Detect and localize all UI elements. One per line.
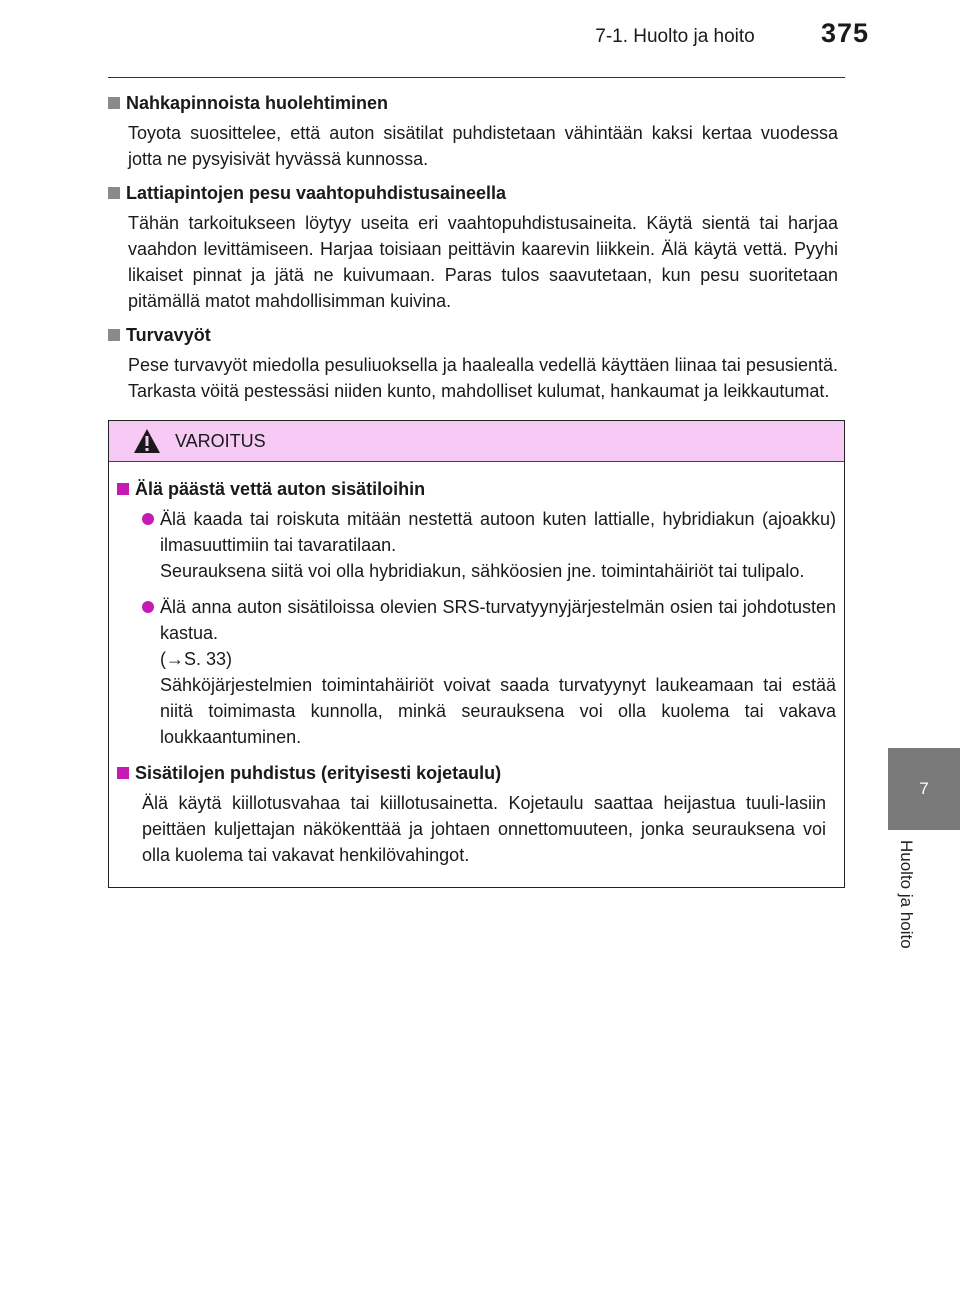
chapter-tab: 7 [888, 748, 960, 830]
bullet-text: Sähköjärjestelmien toimintahäiriöt voivat saada turvatyynyt laukeamaan tai estää niitä toimimasta kunnolla, minkä seurauksena voi olla kuolema tai vakava loukkaantuminen. [160, 675, 836, 747]
warning-box [108, 420, 845, 888]
section-seatbelts [108, 322, 838, 404]
page-number: 375 [820, 18, 870, 48]
warning-item-body: Älä käytä kiillotusvahaa tai kiillotusainetta. Kojetaulu saattaa heijastua tuuli-lasiin peittäen kuljettajan näkökenttää ja johtaen onnettomuuteen, jonka seurauksena voi olla kuolema tai vakavat henkilövahingot. [142, 793, 826, 865]
bullet-text: Seurauksena siitä voi olla hybridiakun, sähköosien jne. toimintahäiriöt tai tulipalo. [160, 561, 805, 581]
section-floor-cleaning [108, 180, 838, 314]
warning-item-water [117, 476, 836, 750]
square-bullet-icon [117, 483, 129, 495]
warning-triangle-icon [133, 428, 161, 454]
section-title: Lattiapintojen pesu vaahtopuhdistusaineella [126, 183, 507, 203]
chapter-tab-label: Huolto ja hoito [897, 840, 916, 949]
section-title: Turvavyöt [126, 325, 211, 345]
round-bullet-icon [142, 601, 154, 613]
warning-title: VAROITUS [175, 430, 266, 451]
section-body: Pese turvavyöt miedolla pesuliuoksella ja haalealla vedellä käyttäen liinaa tai pesusientä. Tarkasta vöitä pestessäsi niiden kunto, mahdolliset kulumat, hankaumat ja leikkautumat. [128, 355, 838, 401]
warning-item-interior [117, 760, 836, 868]
section-title: Nahkapinnoista huolehtiminen [126, 93, 389, 113]
section-leather-care [108, 90, 838, 172]
square-bullet-icon [108, 97, 120, 109]
list-item [142, 594, 836, 750]
bullet-text: Älä kaada tai roiskuta mitään nestettä autoon kuten lattialle, hybridiakun (ajoakku) ilmasuuttimiin tai tavaratilaan. [160, 509, 836, 555]
square-bullet-icon [108, 329, 120, 341]
warning-item-title: Sisätilojen puhdistus (erityisesti kojetaulu) [135, 763, 502, 783]
warning-item-title: Älä päästä vettä auton sisätiloihin [135, 479, 426, 499]
header-section-title: 7-1. Huolto ja hoito [595, 26, 755, 47]
bullet-text: Älä anna auton sisätiloissa olevien SRS-turvatyynyjärjestelmän osien tai johdotusten kastua. [160, 597, 836, 643]
page-reference: (→S. 33) [160, 649, 233, 669]
warning-header [109, 421, 844, 462]
section-body: Toyota suosittelee, että auton sisätilat puhdistetaan vähintään kaksi kertaa vuodessa jotta ne pysyisivät hyvässä kunnossa. [128, 123, 838, 169]
square-bullet-icon [117, 767, 129, 779]
list-item [142, 506, 836, 584]
main-content [108, 88, 838, 412]
round-bullet-icon [142, 513, 154, 525]
square-bullet-icon [108, 187, 120, 199]
header-divider [108, 77, 845, 78]
section-body: Tähän tarkoitukseen löytyy useita eri vaahtopuhdistusaineita. Käytä sientä tai harjaa vaahdon levittämiseen. Harjaa toisiaan peittävin kaarevin liikkein. Älä käytä vettä. Pyyhi likaiset pinnat ja jätä ne kuivumaan. Paras tulos saavutetaan, kun pesu suoritetaan pitämällä matot mahdollisimman kuivina. [128, 213, 838, 311]
